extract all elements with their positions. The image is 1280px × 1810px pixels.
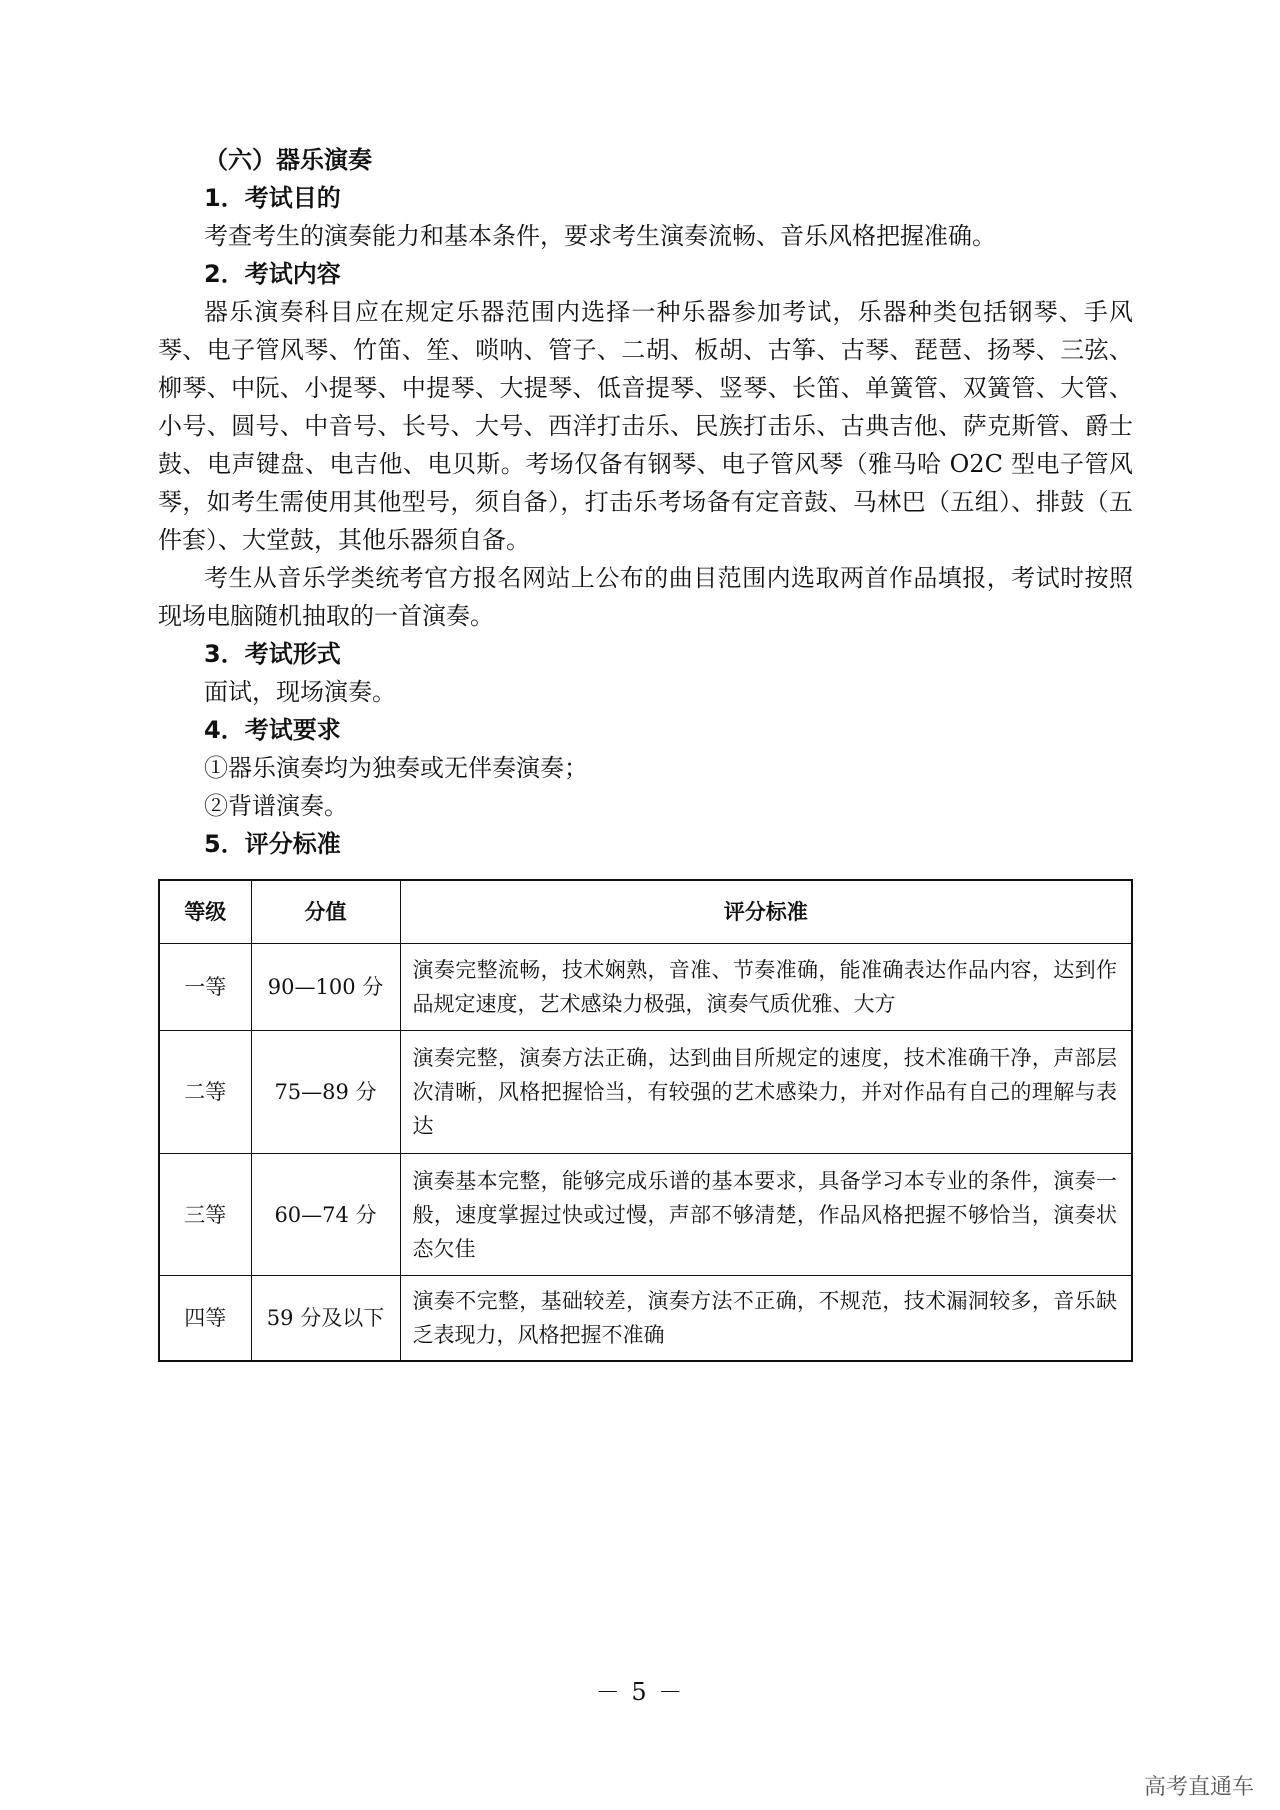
watermark-text: 高考直通车	[1143, 1775, 1254, 1800]
table-row	[159, 1031, 1132, 1154]
paragraph-exam-format: 面试，现场演奏。	[204, 678, 396, 706]
header-criteria: 评分标准	[400, 880, 1132, 944]
criteria-cell: 演奏完整，演奏方法正确，达到曲目所规定的速度，技术准确干净，声部层次清晰，风格把握恰当，有较强的艺术感染力，并对作品有自己的理解与表达	[400, 1031, 1132, 1154]
requirement-item-2: ②背谱演奏。	[204, 792, 348, 820]
grade-cell: 三等	[159, 1154, 251, 1276]
score-cell: 75—89 分	[251, 1031, 400, 1154]
page-number: － 5 －	[595, 1678, 685, 1706]
criteria-cell: 演奏基本完整，能够完成乐谱的基本要求，具备学习本专业的条件，演奏一般，速度掌握过快或过慢，声部不够清楚，作品风格把握不够恰当，演奏状态欠佳	[400, 1154, 1132, 1276]
criteria-cell: 演奏不完整，基础较差，演奏方法不正确，不规范，技术漏洞较多，音乐缺乏表现力，风格把握不准确	[400, 1276, 1132, 1362]
section-title: （六）器乐演奏	[204, 146, 372, 174]
paragraph-instrument-list: 器乐演奏科目应在规定乐器范围内选择一种乐器参加考试，乐器种类包括钢琴、手风琴、电子管风琴、竹笛、笙、唢呐、管子、二胡、板胡、古筝、古琴、琵琶、扬琴、三弦、柳琴、中阮、小提琴、中提琴、大提琴、低音提琴、竖琴、长笛、单簧管、双簧管、大管、小号、圆号、中音号、长号、大号、西洋打击乐、民族打击乐、古典吉他、萨克斯管、爵士鼓、电声键盘、电吉他、电贝斯。考场仅备有钢琴、电子管风琴（雅马哈 O2C 型电子管风琴，如考生需使用其他型号，须自备），打击乐考场备有定音鼓、马林巴（五组）、排鼓（五件套）、大堂鼓，其他乐器须自备。	[158, 298, 1133, 554]
grade-cell: 一等	[159, 944, 251, 1031]
grade-cell: 四等	[159, 1276, 251, 1362]
header-grade: 等级	[159, 880, 251, 944]
score-cell: 59 分及以下	[251, 1276, 400, 1362]
score-cell: 90—100 分	[251, 944, 400, 1031]
heading-exam-content: 2．考试内容	[204, 260, 341, 288]
score-cell: 60—74 分	[251, 1154, 400, 1276]
criteria-cell: 演奏完整流畅，技术娴熟，音准、节奏准确，能准确表达作品内容，达到作品规定速度，艺术感染力极强，演奏气质优雅、大方	[400, 944, 1132, 1031]
grade-cell: 二等	[159, 1031, 251, 1154]
document-body	[158, 141, 1133, 863]
table-header-row	[159, 880, 1132, 944]
header-score: 分值	[251, 880, 400, 944]
table-row	[159, 1154, 1132, 1276]
table-row	[159, 1276, 1132, 1362]
table-row	[159, 944, 1132, 1031]
heading-exam-requirements: 4．考试要求	[204, 716, 341, 744]
heading-exam-format: 3．考试形式	[204, 640, 341, 668]
requirement-item-1: ①器乐演奏均为独奏或无伴奏演奏；	[204, 754, 588, 782]
heading-scoring-criteria: 5．评分标准	[204, 830, 341, 858]
scoring-table	[158, 879, 1133, 1362]
paragraph-repertoire-selection: 考生从音乐学类统考官方报名网站上公布的曲目范围内选取两首作品填报，考试时按照现场电脑随机抽取的一首演奏。	[158, 564, 1133, 630]
heading-exam-purpose: 1．考试目的	[204, 184, 341, 212]
paragraph-exam-purpose: 考查考生的演奏能力和基本条件，要求考生演奏流畅、音乐风格把握准确。	[204, 222, 996, 250]
